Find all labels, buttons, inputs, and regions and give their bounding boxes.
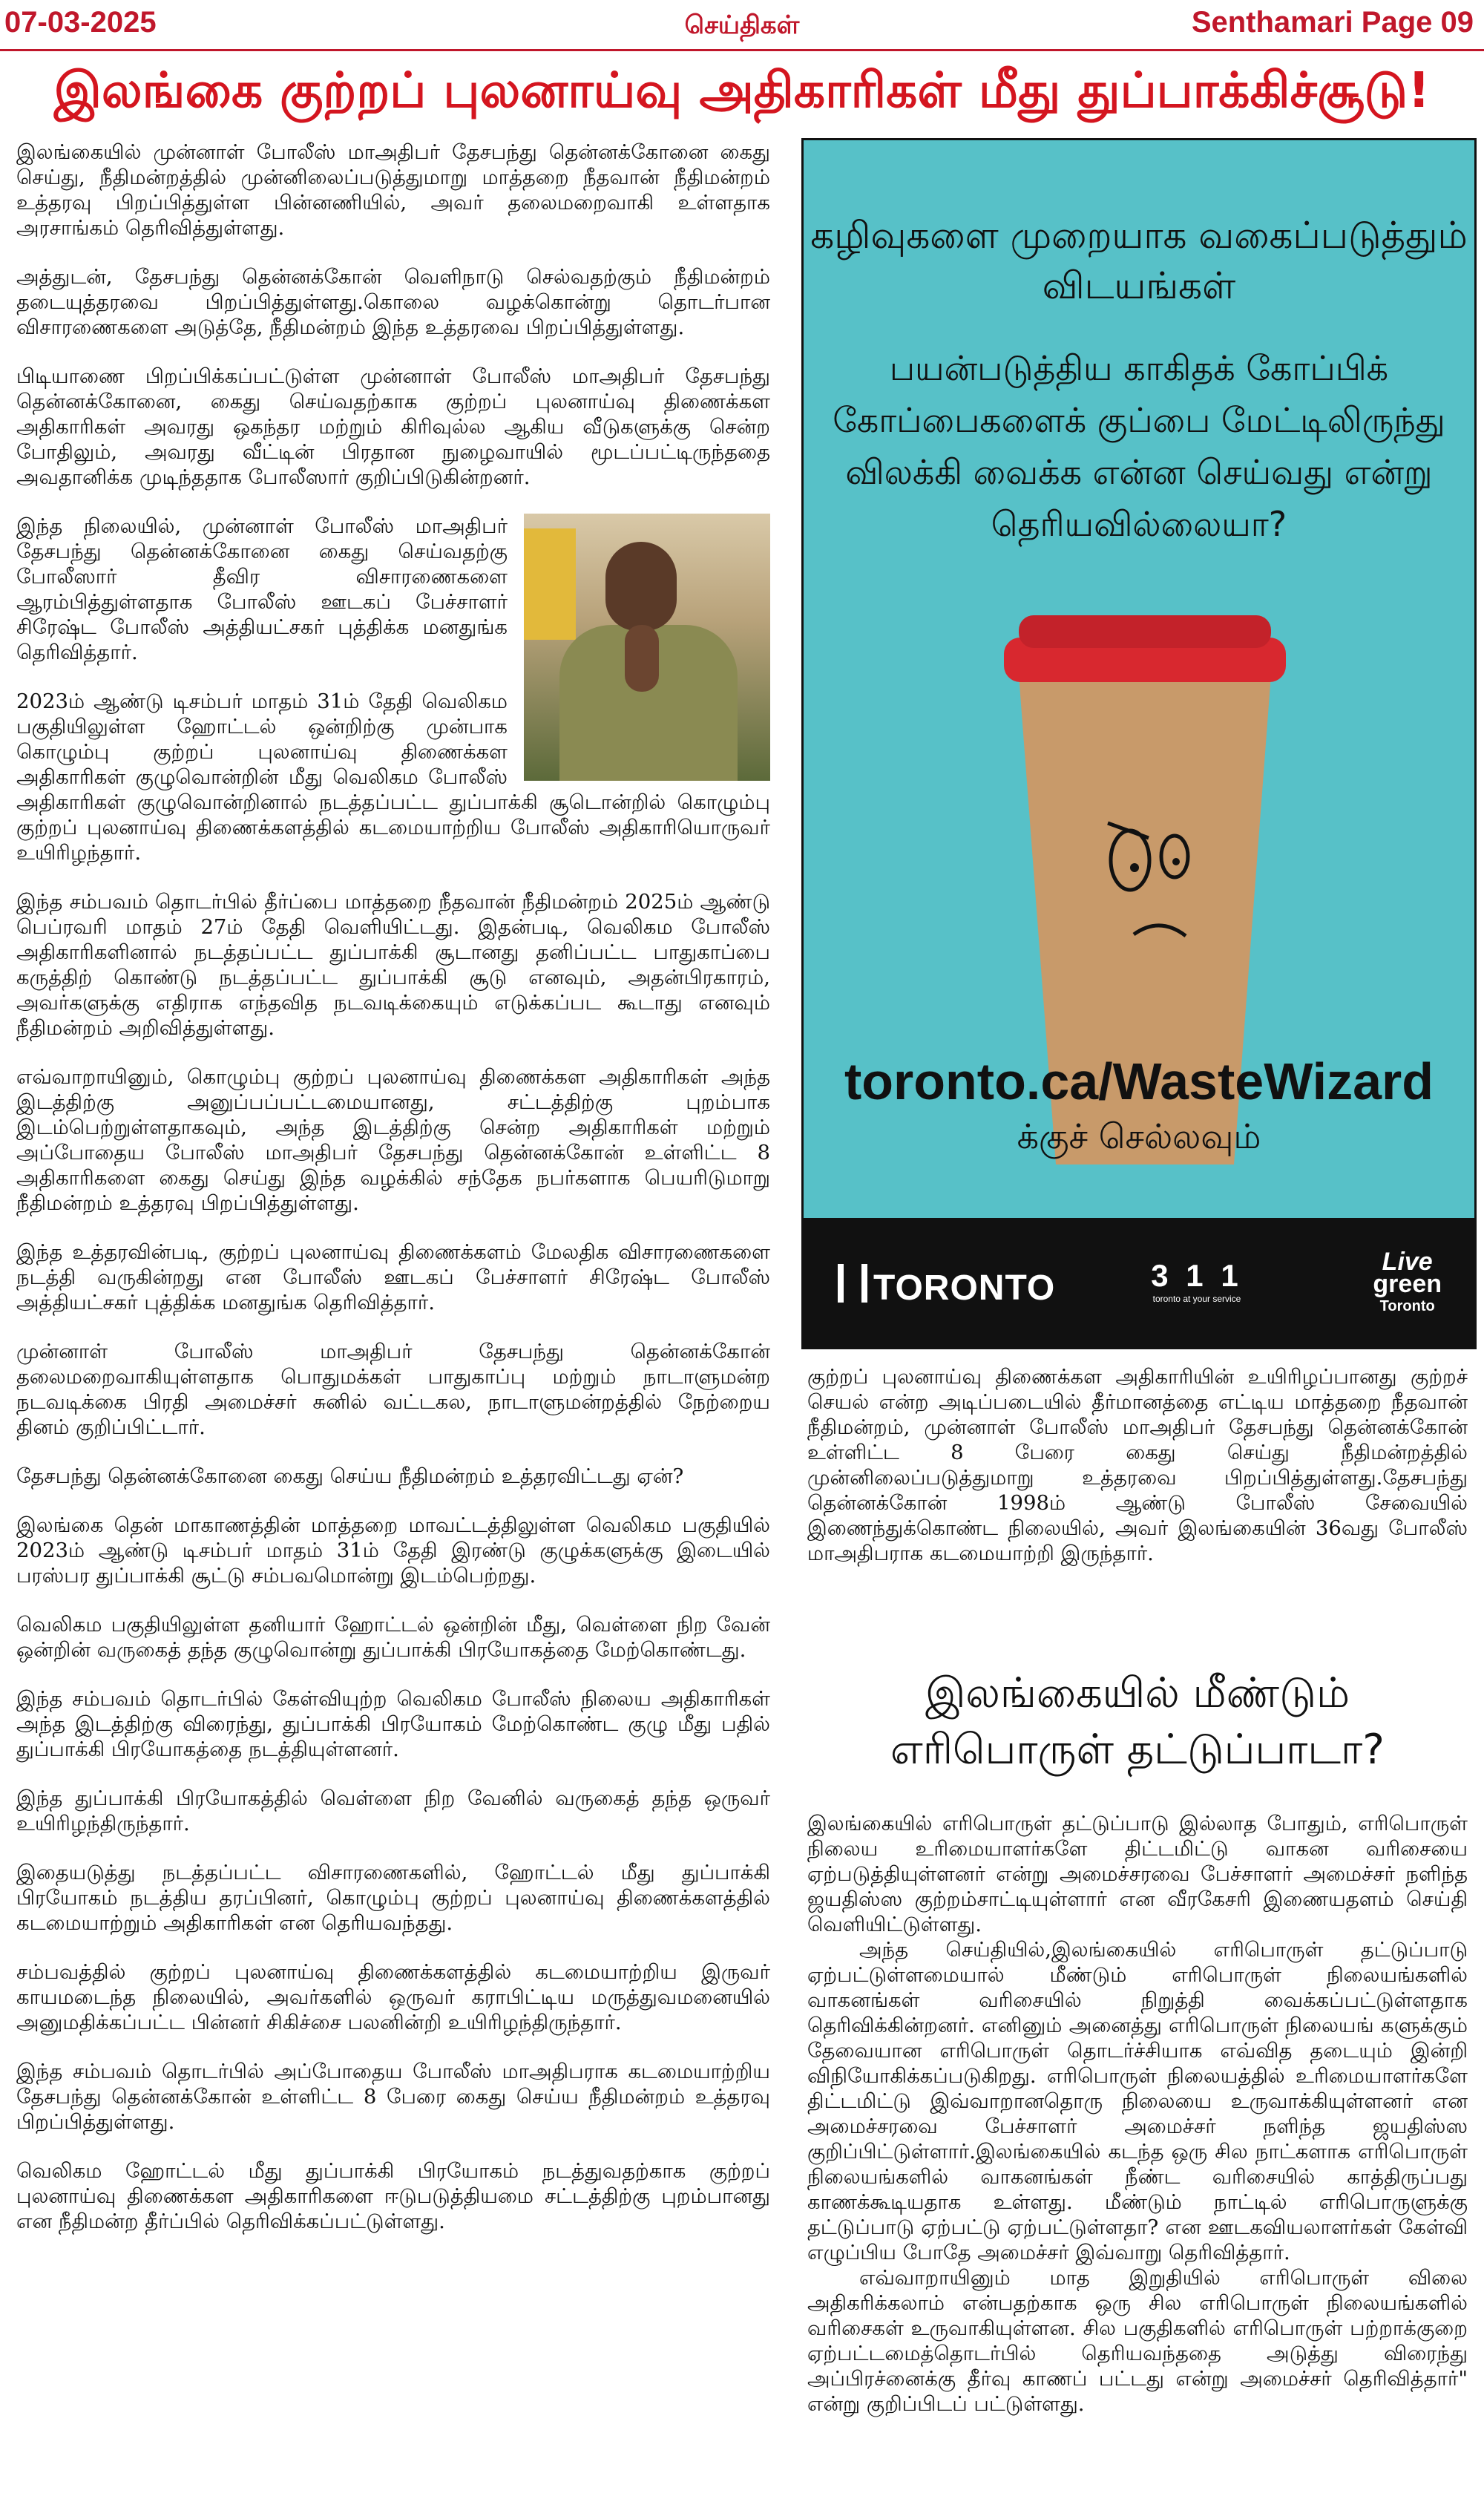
- live-green-logo: Live green Toronto: [1373, 1248, 1442, 1314]
- toronto-logo: TORONTO: [838, 1264, 1055, 1308]
- second-article-column: [807, 1811, 1468, 2516]
- article-paragraph: இந்த உத்தரவின்படி, குற்றப் புலனாய்வு திணைக்களம் மேலதிக விசாரணைகளை நடத்தி வருகின்றது என போலீஸ் ஊடகப் பேச்சாளர் சிரேஷ்ட போலீஸ் அத்தியட்சகர் புத்திக்க மனதுங்க தெரிவித்தார்.: [16, 1240, 770, 1314]
- main-headline: இலங்கை குற்றப் புலனாய்வு அதிகாரிகள் மீது துப்பாக்கிச்சூடு!: [53, 62, 1431, 119]
- article-paragraph: இலங்கை தென் மாகாணத்தின் மாத்தறை மாவட்டத்திலுள்ள வெலிகம பகுதியில் 2023ம் ஆண்டு டிசம்பர் மாதம் 31ம் தேதி இரண்டு குழுக்களுக்கு இடையில் பரஸ்பர துப்பாக்கி சூட்டு சம்பவமொன்று இடம்பெற்றது.: [16, 1513, 770, 1588]
- article-paragraph: அந்த செய்தியில்,இலங்கையில் எரிபொருள் தட்டுப்பாடு ஏற்பட்டுள்ளமையால் மீண்டும் எரிபொருள் நிலையங்களில் வாகனங்கள் வரிசையில் நிறுத்தி வைக்கப்பட்டுள்ளதாக தெரிவிக்கின்றனர். எனினும் அனைத்து எரிபொருள் நிலையங் களுக்கும் தேவையான எரிபொருள் தொடர்ச்சியாக எவ்வித தடையும் இன்றி விநியோகிக்கப்படுகிறது. எரிபொருள் நிலையத்தில் உரிமையாளர்களே திட்டமிட்டு இவ்வாறானதொரு நிலையை உருவாக்கியுள்ளனர் என அமைச்சரவை பேச்சாளர் அமைச்சர் நளிந்த ஜயதிஸ்ஸ குறிப்பிட்டுள்ளார்.இலங்கையில் கடந்த ஒரு சில நாட்களாக எரிபொருள் நிலையங்களில் வாகனங்கள் நீண்ட வரிசையில் காத்திருப்பது காணக்கூடியதாக உள்ளது. மீண்டும் நாட்டில் எரிபொருளுக்கு தட்டுப்பாடு ஏற்பட்டு ஏற்பட்டுள்ளதா? என ஊடகவியலாளர்கள் கேள்வி எழுப்பிய போதே அமைச்சர் இவ்வாறு தெரிவித்தார்.: [807, 1938, 1468, 2264]
- article-paragraph: 2023ம் ஆண்டு டிசம்பர் மாதம் 31ம் தேதி வெலிகம பகுதியிலுள்ள ஹோட்டல் ஒன்றிற்கு முன்பாக கொழும்பு குற்றப் புலனாய்வு திணைக்கள அதிகாரிகள் குழுவொன்றின் மீது வெலிகம போலீஸ் அதிகாரிகள் குழுவொன்றினால் நடத்தப்பட்ட துப்பாக்கி சூடொன்றில் கொழும்பு குற்றப் புலனாய்வு திணைக்களத்தில் கடமையாற்றிய போலீஸ் அதிகாரியொருவர் உயிரிழந்தார்.: [16, 689, 770, 865]
- article-paragraph: இந்த சம்பவம் தொடர்பில் அப்போதைய போலீஸ் மாஅதிபராக கடமையாற்றிய தேசபந்து தென்னக்கோன் உள்ளிட்ட 8 பேரை கைது செய்ய நீதிமன்றம் உத்தரவு பிறப்பித்துள்ளது.: [16, 2060, 770, 2134]
- photo-person-head: [605, 542, 677, 631]
- ad-subtitle: பயன்படுத்திய காகிதக் கோப்பிக் கோப்பைகளைக் குப்பை மேட்டிலிருந்து விலக்கி வைக்க என்ன செய்வது என்று தெரியவில்லையா?: [833, 348, 1445, 544]
- article-paragraph: இந்த சம்பவம் தொடர்பில் தீர்ப்பை மாத்தறை நீதவான் நீதிமன்றம் 2025ம் ஆண்டு பெப்ரவரி மாதம் 27ம் தேதி வெளியிட்டது. இதன்படி, வெலிகம போலீஸ் அதிகாரிகளினால் நடத்தப்பட்ட துப்பாக்கி சூடானது தனிப்பட்ட பாதுகாப்பை கருத்திற் கொண்டு நடத்தப்பட்ட துப்பாக்கி சூடு எனவும், அதன்பிரகாரம், அவர்களுக்கு எதிராக எந்தவித நடவடிக்கையும் எடுக்கப்பட கூடாது எனவும் நீதிமன்றம் அறிவித்துள்ளது.: [16, 890, 770, 1040]
- article-paragraph: குற்றப் புலனாய்வு திணைக்கள அதிகாரியின் உயிரிழப்பானது குற்றச் செயல் என்ற அடிப்படையில் தீர்மானத்தை எட்டிய மாத்தறை நீதவான் நீதிமன்றம், முன்னாள் போலீஸ் மாஅதிபர் தேசபந்து தென்னக்கோன் உள்ளிட்ட 8 பேரை கைது செய்து நீதிமன்றத்தில் முன்னிலைப்படுத்துமாறு உத்தரவை பிறப்பித்துள்ளது.தேசபந்து தென்னக்கோன் 1998ம் ஆண்டு போலீஸ் சேவையில் இணைந்துக்கொண்ட நிலையில், அவர் இலங்கையின் 36வது போலீஸ் மாஅதிபராக கடமையாற்றி இருந்தார்.: [807, 1365, 1468, 1565]
- ad-title: கழிவுகளை முறையாக வகைப்படுத்தும் விடயங்கள்: [810, 214, 1468, 307]
- article-continuation: [807, 1364, 1468, 1646]
- photo-person-hands: [625, 625, 659, 692]
- article-paragraph: சம்பவத்தில் குற்றப் புலனாய்வு திணைக்களத்தில் கடமையாற்றிய இருவர் காயமடைந்த நிலையில், அவர்களில் ஒருவர் கராபிட்டிய மருத்துவமனையில் அனுமதிக்கப்பட்ட பின்னர் சிகிச்சை பலனின்றி உயிரிழந்திருந்தார்.: [16, 1960, 770, 2034]
- section-name: செய்திகள்: [684, 10, 800, 40]
- ad-url-cta: க்குச் செல்லவும்: [1017, 1116, 1261, 1156]
- article-paragraph: வெலிகம ஹோட்டல் மீது துப்பாக்கி பிரயோகம் நடத்துவதற்காக குற்றப் புலனாய்வு திணைக்கள அதிகாரிகளை ஈடுபடுத்தியமை சட்டத்திற்கு புறம்பானது என நீதிமன்ற தீர்ப்பில் தெரிவிக்கப்பட்டுள்ளது.: [16, 2159, 770, 2233]
- second-headline: இலங்கையில் மீண்டும் எரிபொருள் தட்டுப்பாடா?: [890, 1669, 1385, 1774]
- city-hall-icon: [838, 1264, 867, 1303]
- article-subheading: தேசபந்து தென்னக்கோனை கைது செய்ய நீதிமன்றம் உத்தரவிட்டது ஏன்?: [16, 1464, 684, 1488]
- article-paragraph: இந்த சம்பவம் தொடர்பில் கேள்வியுற்ற வெலிகம போலீஸ் நிலைய அதிகாரிகள் அந்த இடத்திற்கு விரைந்து, துப்பாக்கி பிரயோகம் மேற்கொண்ட குழு மீது பதில் துப்பாக்கி பிரயோகத்தை நடத்தியுள்ளனர்.: [16, 1687, 770, 1761]
- article-paragraph: பிடியாணை பிறப்பிக்கப்பட்டுள்ள முன்னாள் போலீஸ் மாஅதிபர் தேசபந்து தென்னக்கோனை, கைது செய்வதற்காக குற்றப் புலனாய்வு திணைக்கள அதிகாரிகள் அவரது ஒகந்தர மற்றும் கிரிவுல்ல ஆகிய வீடுகளுக்கு சென்ற போதிலும், அவரது வீட்டின் பிரதான நுழைவாயில் மூடப்பட்டிருந்ததை அவதானிக்க முடிந்ததாக போலீஸார் குறிப்பிடுகின்றனர்.: [16, 364, 770, 489]
- article-paragraph: இந்த துப்பாக்கி பிரயோகத்தில் வெள்ளை நிற வேனில் வருகைத் தந்த ஒருவர் உயிரிழந்திருந்தார்.: [16, 1786, 770, 1835]
- article-paragraph: அத்துடன், தேசபந்து தென்னக்கோன் வெளிநாடு செல்வதற்கும் நீதிமன்றம் தடையுத்தரவை பிறப்பித்துள்ளது.கொலை வழக்கொன்று தொடர்பான விசாரணைகளை அடுத்தே, நீதிமன்றம் இந்த உத்தரவை பிறப்பித்துள்ளது.: [16, 265, 770, 339]
- main-article-column: [16, 140, 770, 2515]
- article-paragraph: இலங்கையில் எரிபொருள் தட்டுப்பாடு இல்லாத போதும், எரிபொருள் நிலைய உரிமையாளர்களே திட்டமிட்டு வாகன வரிசையை ஏற்படுத்தியுள்ளனர் என்று அமைச்சரவை பேச்சாளர் அமைச்சர் நளிந்த ஜயதிஸ்ஸ குற்றம்சாட்டியுள்ளார் என வீரகேசரி இணையதளம் செய்தி வெளியிட்டுள்ளது.: [807, 1812, 1468, 1936]
- ad-url-link[interactable]: toronto.ca/WasteWizard: [844, 1052, 1434, 1110]
- article-paragraph: வெலிகம பகுதியிலுள்ள தனியார் ஹோட்டல் ஒன்றின் மீது, வெள்ளை நிற வேன் ஒன்றின் வருகைத் தந்த குழுவொன்று துப்பாக்கி பிரயோகத்தை மேற்கொண்டது.: [16, 1613, 770, 1662]
- article-paragraph: இலங்கையில் முன்னாள் போலீஸ் மாஅதிபர் தேசபந்து தென்னக்கோனை கைது செய்து, நீதிமன்றத்தில் முன்னிலைப்படுத்துமாறு மாத்தறை நீதவான் நீதிமன்றம் உத்தரவு பிறப்பித்துள்ள பின்னணியில், அவர் தலைமறைவாகி உள்ளதாக அரசாங்கம் தெரிவித்துள்ளது.: [16, 140, 770, 240]
- article-paragraph: இதையடுத்து நடத்தப்பட்ட விசாரணைகளில், ஹோட்டல் மீது துப்பாக்கி பிரயோகம் நடத்திய தரப்பினர், கொழும்பு குற்றப் புலனாய்வு திணைக்களத்தில் கடமையாற்றும் அதிகாரிகள் என தெரியவந்தது.: [16, 1861, 770, 1935]
- waste-wizard-advertisement[interactable]: [801, 138, 1477, 1349]
- cup-lid-top: [1019, 615, 1271, 648]
- article-paragraph: இந்த நிலையில், முன்னாள் போலீஸ் மாஅதிபர் தேசபந்து தென்னக்கோனை கைது செய்வதற்கு போலீஸார் தீவிர விசாரணைகளை ஆரம்பித்துள்ளதாக போலீஸ் ஊடகப் பேச்சாளர் சிரேஷ்ட போலீஸ் அத்தியட்சகர் புத்திக்க மனதுங்க தெரிவித்தார்.: [16, 514, 508, 664]
- article-paragraph: எவ்வாறாயினும், கொழும்பு குற்றப் புலனாய்வு திணைக்கள அதிகாரிகள் அந்த இடத்திற்கு அனுப்பப்பட்டமையானது, சட்டத்திற்கு புறம்பாக இடம்பெற்றுள்ளதாகவும், அந்த இடத்திற்கு சென்ற அதிகாரிகள் மற்றும் அப்போதைய போலீஸ் மாஅதிபர் தேசபந்து தென்னக்கோன் உள்ளிட்ட 8 அதிகாரிகளை கைது செய்து இந்த வழக்கில் சந்தேக நபர்களாக பெயரிடுமாறு நீதிமன்றம் உத்தரவு பிறப்பித்துள்ளது.: [16, 1065, 770, 1215]
- article-paragraph: எவ்வாறாயினும் மாத இறுதியில் எரிபொருள் விலை அதிகரிக்கலாம் என்பதற்காக ஒரு சில எரிபொருள் நிலையங்களில் வரிசைகள் உருவாகியுள்ளன. சில பகுதிகளில் எரிபொருள் பற்றாக்குறை ஏற்பட்டமைத்தொடர்பில் தெரியவந்ததை அடுத்து விரைந்து அப்பிரச்னைக்கு தீர்வு காணப் பட்டது என்று அமைச்சர் தெரிவித்தார்" என்று குறிப்பிடப் பட்டுள்ளது.: [807, 2266, 1468, 2416]
- page-header: [0, 0, 1484, 52]
- header-rule: [0, 49, 1484, 51]
- photo-flag: [524, 528, 576, 640]
- cup-pupil-left: [1130, 863, 1139, 872]
- news-photo: [524, 514, 770, 781]
- logo-311: 3 1 1 toronto at your service: [1151, 1258, 1243, 1304]
- article-paragraph: முன்னாள் போலீஸ் மாஅதிபர் தேசபந்து தென்னக்கோன் தலைமறைவாகியுள்ளதாக பொதுமக்கள் பாதுகாப்பு மற்றும் நாடாளுமன்ற நடவடிக்கை பிரதி அமைச்சர் சுனில் வட்டகல, நாடாளுமன்றத்தில் நேற்றைய தினம் குறிப்பிட்டார்.: [16, 1340, 770, 1439]
- cup-pupil-right: [1172, 858, 1180, 865]
- ad-footer: [804, 1218, 1474, 1347]
- paper-name-page: Senthamari Page 09: [1191, 6, 1474, 39]
- issue-date: 07-03-2025: [4, 6, 157, 39]
